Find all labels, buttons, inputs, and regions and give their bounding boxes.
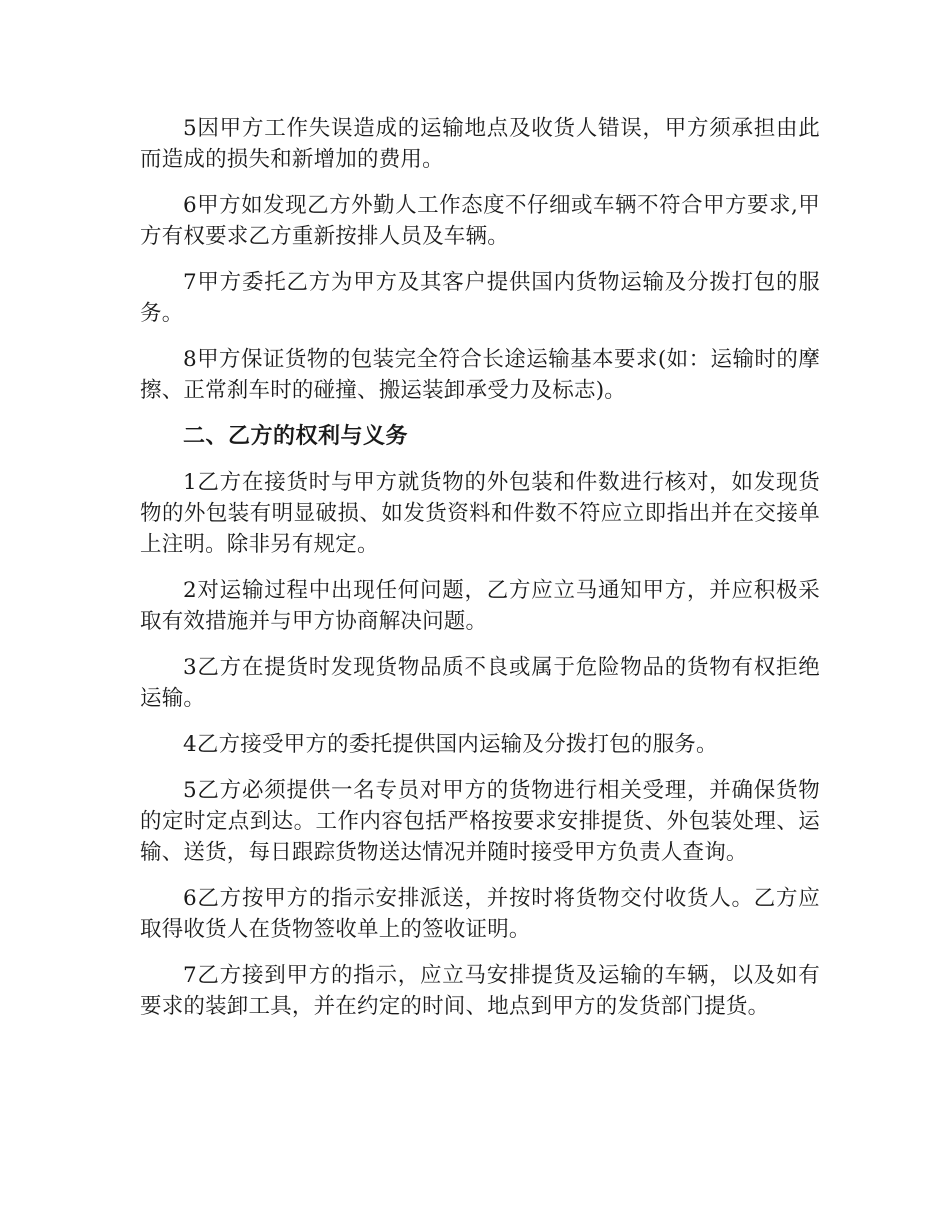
- paragraph-b3: 3乙方在提货时发现货物品质不良或属于危险物品的货物有权拒绝运输。: [140, 655, 820, 711]
- document-page: [140, 113, 820, 1037]
- paragraph-b2: 2对运输过程中出现任何问题，乙方应立马通知甲方，并应积极采取有效措施并与甲方协商解决问题。: [140, 578, 820, 634]
- paragraph-a8: 8甲方保证货物的包装完全符合长途运输基本要求(如：运输时的摩擦、正常刹车时的碰撞、搬运装卸承受力及标志)。: [140, 347, 820, 403]
- paragraph-a7: 7甲方委托乙方为甲方及其客户提供国内货物运输及分拨打包的服务。: [140, 270, 820, 326]
- paragraph-b6: 6乙方按甲方的指示安排派送，并按时将货物交付收货人。乙方应取得收货人在货物签收单上的签收证明。: [140, 886, 820, 942]
- paragraph-b7: 7乙方接到甲方的指示，应立马安排提货及运输的车辆，以及如有要求的装卸工具，并在约定的时间、地点到甲方的发货部门提货。: [140, 963, 820, 1019]
- paragraph-a6: 6甲方如发现乙方外勤人工作态度不仔细或车辆不符合甲方要求,甲方有权要求乙方重新按排人员及车辆。: [140, 193, 820, 249]
- paragraph-b5: 5乙方必须提供一名专员对甲方的货物进行相关受理，并确保货物的定时定点到达。工作内容包括严格按要求安排提货、外包装处理、运输、送货，每日跟踪货物送达情况并随时接受甲方负责人查询。: [140, 778, 820, 865]
- paragraph-a5: 5因甲方工作失误造成的运输地点及收货人错误，甲方须承担由此而造成的损失和新增加的费用。: [140, 116, 820, 172]
- paragraph-b4: 4乙方接受甲方的委托提供国内运输及分拨打包的服务。: [183, 732, 718, 757]
- paragraph-b1: 1乙方在接货时与甲方就货物的外包装和件数进行核对，如发现货物的外包装有明显破损、如发货资料和件数不符应立即指出并在交接单上注明。除非另有规定。: [140, 470, 820, 557]
- section-heading-party-b: 二、乙方的权利与义务: [183, 424, 409, 449]
